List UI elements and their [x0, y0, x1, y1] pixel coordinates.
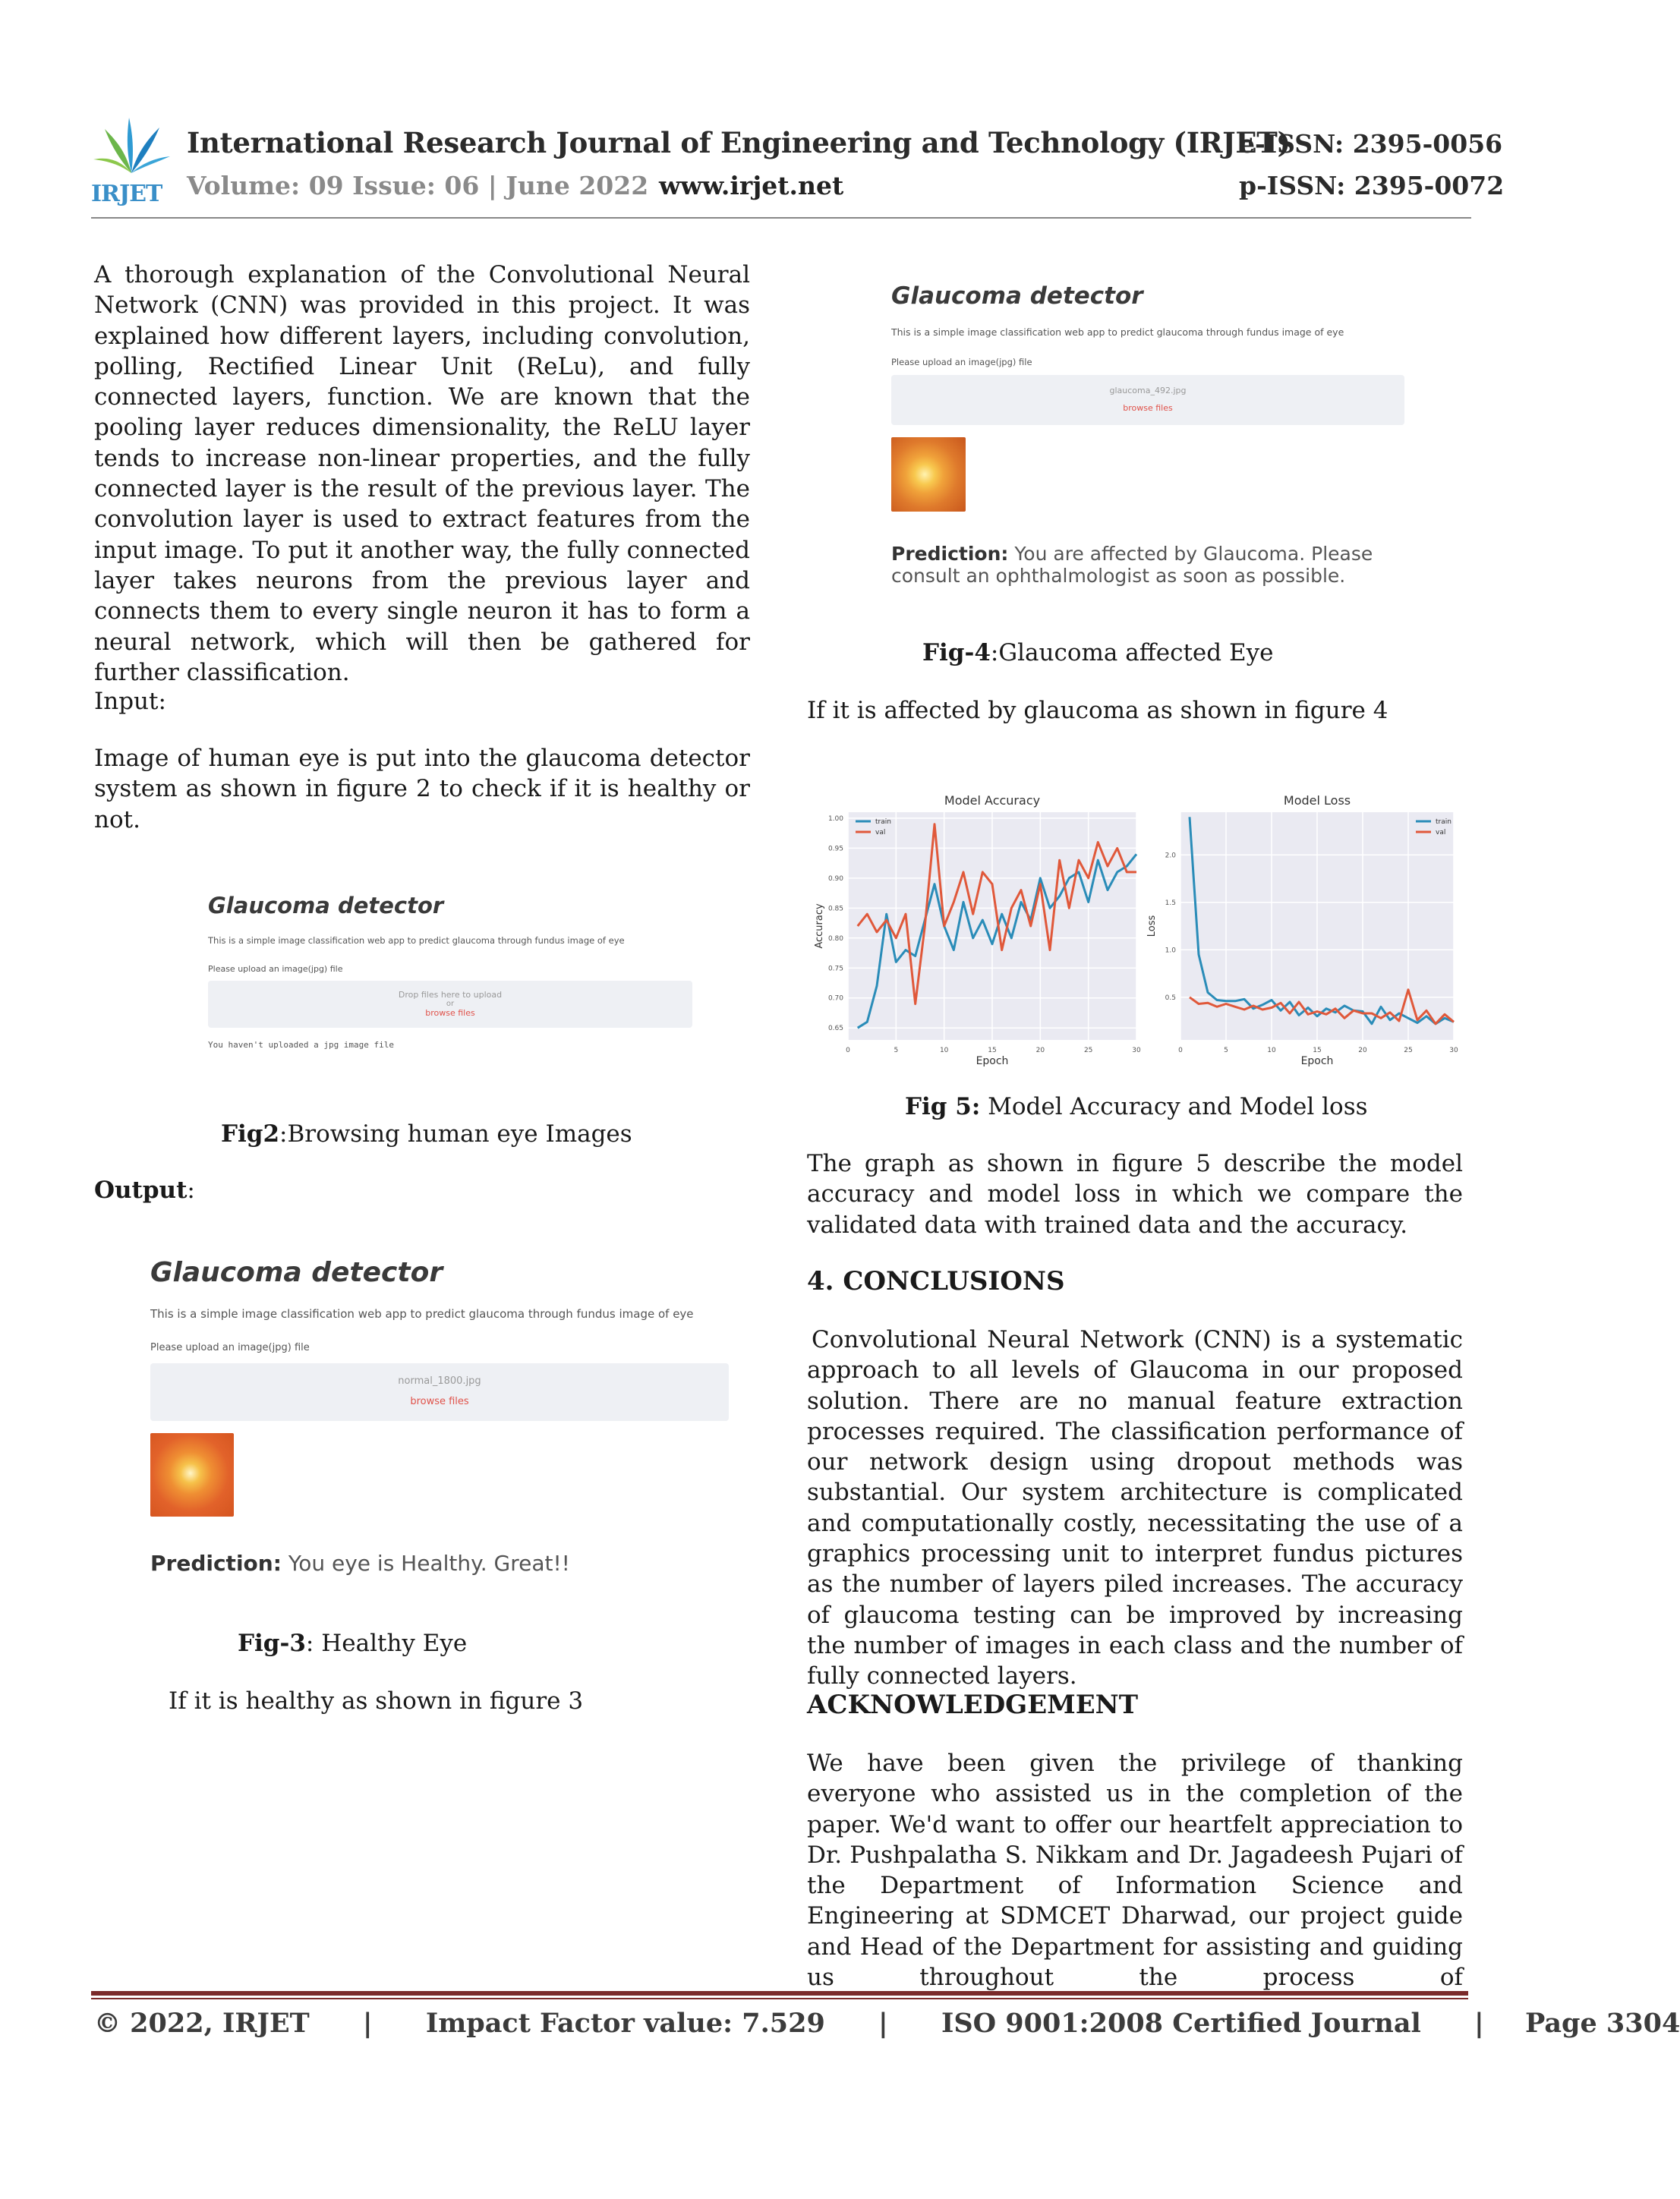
intro-paragraph: A thorough explanation of the Convolutional Neural Network (CNN) was provided in this project. It was explained how different layers, including convolution, polling, Rectified Linear Unit (ReLu), and fully connected layers, function. We are known that the pooling layer reduces dimensionality, the ReLU layer tends to increase non-linear properties, and the fully connected layer is the result of the previous layer. The convolution layer is used to extract features from the input image. To put it another way, the fully connected layer takes neurons from the previous layer and connects them to every single neuron it has to form a neural network, which will then be gathered for further classification. [94, 261, 750, 686]
prediction-label: Prediction: [891, 543, 1009, 565]
y-tick-label: 2.0 [1165, 852, 1176, 860]
x-tick-label: 5 [1224, 1047, 1228, 1054]
browse-files-button[interactable]: browse files [1123, 403, 1173, 413]
drop-text: Drop files here to upload [398, 990, 503, 1000]
journal-title: International Research Journal of Engineering and Technology (IRJET) [187, 126, 1291, 159]
input-paragraph: Image of human eye is put into the glaucoma detector system as shown in figure 2 to check if it is healthy or not. [94, 745, 750, 833]
footer [94, 2008, 1680, 2039]
x-tick-label: 0 [1178, 1047, 1183, 1054]
footer-separator: | [878, 2008, 888, 2039]
x-tick-label: 10 [939, 1047, 949, 1054]
fig3-note: If it is healthy as shown in figure 3 [169, 1687, 584, 1715]
fig3-caption [238, 1628, 467, 1659]
pissn: p-ISSN: 2395-0072 [1239, 171, 1505, 200]
y-axis-label: Accuracy [814, 903, 825, 949]
y-axis-label: Loss [1146, 915, 1158, 937]
y-tick-label: 0.95 [827, 845, 843, 853]
fig2-number: Fig2 [221, 1120, 280, 1148]
legend-label-train: train [875, 818, 891, 826]
x-tick-label: 25 [1083, 1047, 1093, 1054]
y-tick-label: 0.5 [1165, 994, 1176, 1002]
legend-label-val: val [875, 829, 886, 836]
x-tick-label: 5 [894, 1047, 899, 1054]
footer-separator: | [362, 2008, 373, 2039]
irjet-logo [90, 114, 173, 205]
uploaded-filename: normal_1800.jpg [398, 1375, 481, 1387]
x-tick-label: 25 [1404, 1047, 1413, 1054]
acknowledgement-paragraph: We have been given the privilege of thanking everyone who assisted us in the completion of the paper. We'd want to offer our heartfelt appreciation to Dr. Pushpalatha S. Nikkam and Dr. Jagadeesh Pujari of the Department of Information Science and Engineering at SDMCET Dharwad, our project guide and Head of the Department for assisting and guiding us throughout the process of [807, 1750, 1463, 1992]
or-text: or [446, 1000, 455, 1008]
app-subtitle: This is a simple image classification web app to predict glaucoma through fundus image of eye [150, 1307, 694, 1321]
legend-label-val: val [1436, 829, 1446, 836]
legend-label-train: train [1436, 818, 1451, 826]
graph-paragraph: The graph as shown in figure 5 describe the model accuracy and model loss in which we compare the validated data with trained data and the accuracy. [807, 1150, 1463, 1239]
y-tick-label: 0.85 [827, 905, 843, 913]
prediction-text-line2: consult an ophthalmologist as soon as possible. [891, 565, 1346, 587]
browse-files-button[interactable]: browse files [425, 1008, 475, 1018]
x-tick-label: 20 [1035, 1047, 1045, 1054]
volume-issue: Volume: 09 Issue: 06 | June 2022 [187, 171, 649, 200]
x-axis-label: Epoch [1300, 1055, 1334, 1067]
y-tick-label: 0.90 [827, 874, 843, 883]
browse-files-button[interactable]: browse files [410, 1396, 469, 1407]
fig4-number: Fig-4 [922, 639, 991, 666]
fundus-image-glaucoma [891, 437, 966, 512]
prediction-text: You eye is Healthy. Great!! [288, 1551, 570, 1576]
fig2-caption [221, 1119, 632, 1149]
output-label-text: Output [94, 1177, 188, 1204]
conclusions-paragraph: Convolutional Neural Network (CNN) is a systematic approach to all levels of Glaucoma in our proposed solution. There are no manual feature extraction processes required. The classification performance of our network design using dropout methods was substantial. Our system architecture is complicated and computationally costly, necessitating the use of a graphics processing unit to interpret fundus pictures as the number of layers piled increases. The accuracy of glaucoma testing can be improved by increasing the number of images in each class and the number of fully connected layers. [807, 1326, 1463, 1690]
prediction-label: Prediction: [150, 1551, 282, 1576]
app-subtitle: This is a simple image classification web app to predict glaucoma through fundus image of eye [891, 326, 1344, 338]
fundus-image-healthy [150, 1433, 234, 1517]
app-subtitle: This is a simple image classification web app to predict glaucoma through fundus image of eye [208, 935, 625, 946]
journal-website[interactable]: www.irjet.net [659, 171, 844, 200]
file-dropzone[interactable] [891, 375, 1404, 425]
prediction-text-line1: You are affected by Glaucoma. Please [1014, 543, 1373, 565]
fig2-app-screenshot [199, 888, 700, 1063]
conclusions-heading: 4. CONCLUSIONS [807, 1266, 1065, 1296]
logo-text: IRJET [91, 181, 162, 207]
chart-title: Model Accuracy [944, 793, 1041, 808]
x-tick-label: 10 [1267, 1047, 1276, 1054]
x-tick-label: 30 [1449, 1047, 1458, 1054]
file-dropzone[interactable] [208, 981, 692, 1028]
fig2-caption-text: :Browsing human eye Images [279, 1120, 632, 1148]
y-tick-label: 0.65 [827, 1025, 843, 1033]
fig3-app-screenshot [144, 1252, 752, 1594]
eissn: e-ISSN: 2395-0056 [1239, 129, 1503, 159]
upload-label: Please upload an image(jpg) file [208, 964, 343, 974]
app-title: Glaucoma detector [891, 282, 1143, 310]
upload-label: Please upload an image(jpg) file [150, 1342, 310, 1353]
output-colon: : [187, 1177, 195, 1204]
footer-impact-factor: Impact Factor value: 7.529 [425, 2008, 825, 2039]
acknowledgement-heading: ACKNOWLEDGEMENT [807, 1690, 1139, 1720]
fig3-number: Fig-3 [238, 1630, 306, 1657]
fig5-charts [808, 782, 1463, 1067]
fig4-note: If it is affected by glaucoma as shown in figure 4 [807, 697, 1388, 724]
fig3-caption-text: : Healthy Eye [305, 1630, 468, 1657]
input-label: Input: [94, 688, 166, 715]
chart-title: Model Loss [1283, 793, 1351, 808]
y-tick-label: 1.5 [1165, 899, 1176, 907]
y-tick-label: 0.70 [827, 994, 843, 1003]
footer-copyright: © 2022, IRJET [94, 2008, 310, 2039]
x-tick-label: 15 [988, 1047, 997, 1054]
file-dropzone[interactable] [150, 1363, 729, 1421]
prediction-result [891, 543, 1373, 587]
fig4-caption-text: :Glaucoma affected Eye [990, 639, 1274, 666]
footer-iso: ISO 9001:2008 Certified Journal [941, 2008, 1421, 2039]
fig5-number: Fig 5: [905, 1093, 981, 1120]
output-label [94, 1175, 195, 1205]
app-title: Glaucoma detector [150, 1257, 443, 1288]
y-tick-label: 1.0 [1165, 947, 1176, 955]
footer-separator: | [1474, 2008, 1484, 2039]
x-tick-label: 0 [846, 1047, 850, 1054]
x-tick-label: 30 [1132, 1047, 1141, 1054]
upload-label: Please upload an image(jpg) file [891, 357, 1032, 367]
model-charts-svg [808, 782, 1463, 1067]
uploaded-filename: glaucoma_492.jpg [1109, 386, 1187, 395]
footer-divider-thick [91, 1991, 1468, 1996]
y-tick-label: 1.00 [827, 814, 843, 823]
fig4-caption [922, 638, 1273, 668]
footer-divider-thin [91, 1998, 1468, 1999]
prediction-result [150, 1551, 570, 1576]
x-axis-label: Epoch [976, 1055, 1009, 1067]
x-tick-label: 15 [1313, 1047, 1322, 1054]
footer-page-number: Page 3304 [1524, 2008, 1680, 2039]
y-tick-label: 0.75 [827, 965, 843, 973]
y-tick-label: 0.80 [827, 934, 843, 943]
fig5-caption [905, 1092, 1368, 1122]
app-title: Glaucoma detector [208, 893, 444, 918]
fig4-app-screenshot [881, 266, 1427, 592]
fig5-caption-text: Model Accuracy and Model loss [980, 1093, 1368, 1120]
no-upload-message: You haven't uploaded a jpg image file [208, 1040, 395, 1050]
x-tick-label: 20 [1358, 1047, 1367, 1054]
header-divider [91, 217, 1471, 219]
